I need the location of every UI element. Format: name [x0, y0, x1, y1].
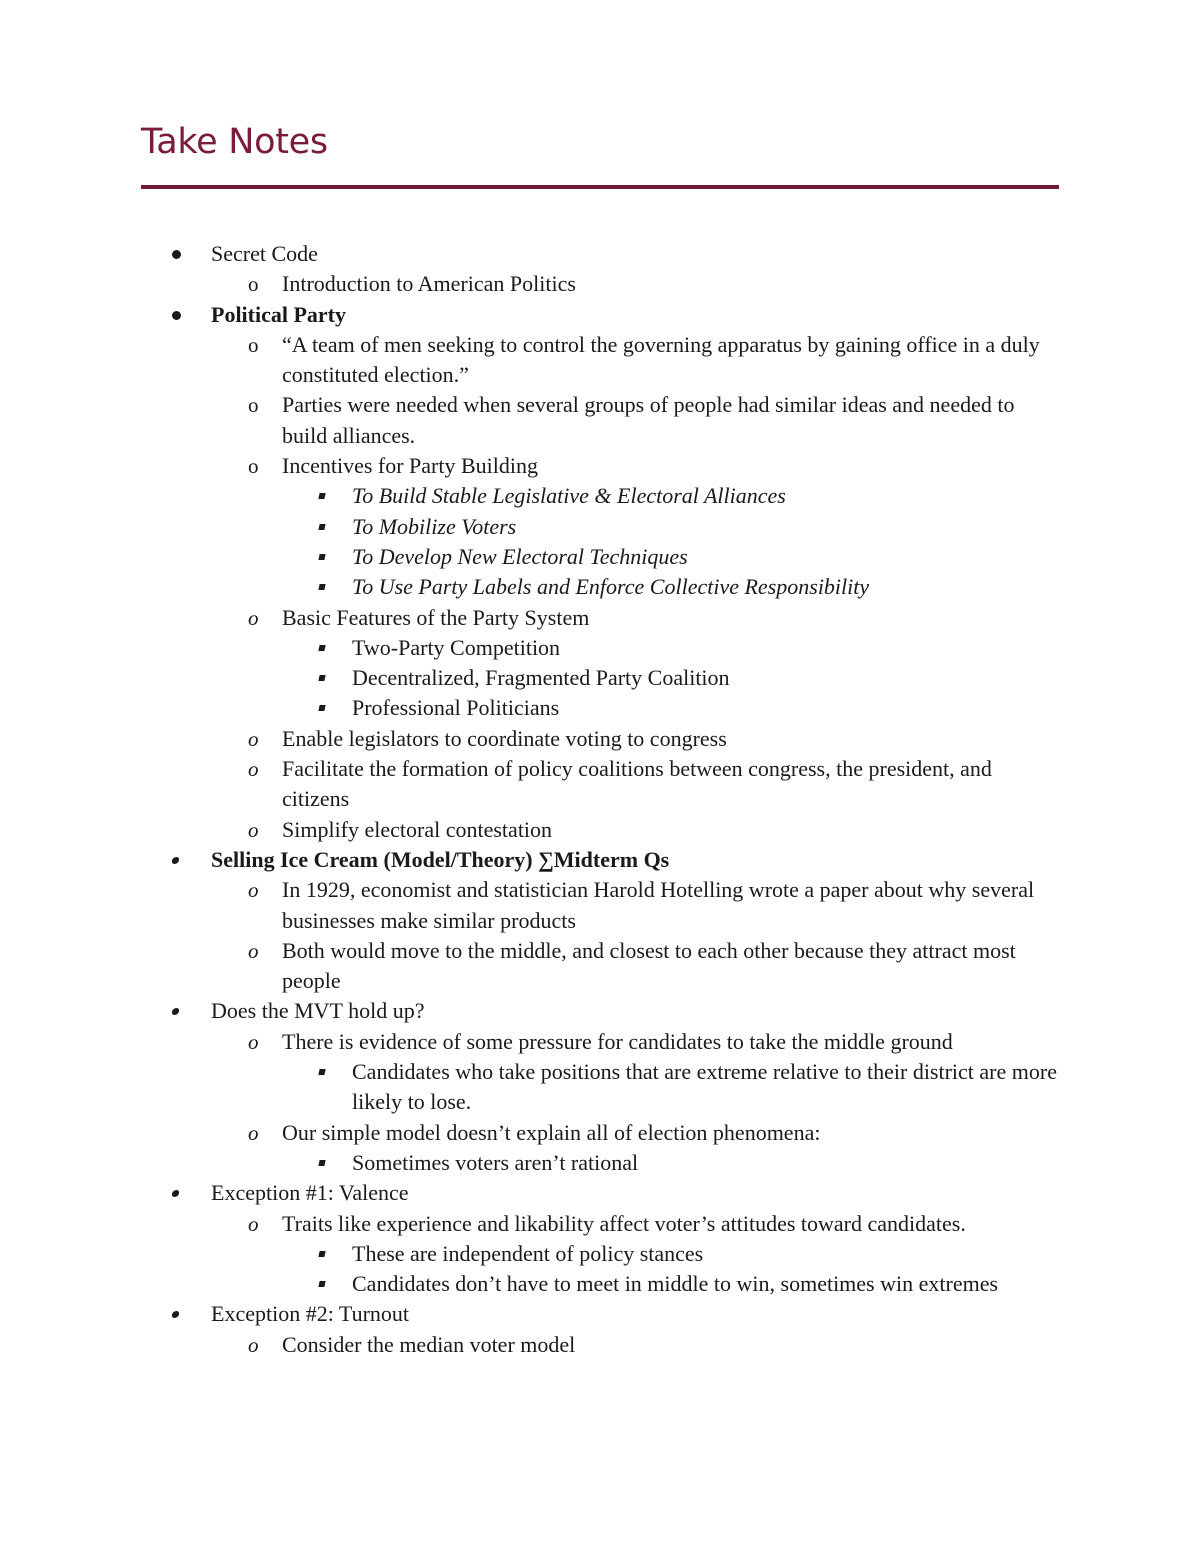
list-item: [0, 1027, 1062, 1057]
list-item: [0, 633, 1062, 663]
list-item: [0, 1269, 1062, 1299]
notes-list: [0, 239, 1200, 1360]
bullet-square-icon: [319, 481, 325, 511]
list-item-text: Introduction to American Politics: [282, 271, 576, 297]
list-item-text: Exception #2: Turnout: [211, 1301, 410, 1327]
list-item: [0, 1330, 1062, 1360]
list-item-text: Selling Ice Cream (Model/Theory) ∑Midterm Qs: [211, 846, 670, 872]
bullet-square-icon: [319, 1239, 325, 1269]
list-item-text: Our simple model doesn’t explain all of election phenomena:: [282, 1119, 821, 1145]
list-item-text: Two-Party Competition: [352, 634, 561, 660]
bullet-square-icon: [319, 572, 325, 602]
bullet-disc-icon: [172, 996, 179, 1026]
bullet-circle-icon: o: [248, 332, 259, 357]
bullet-disc-icon: [172, 300, 181, 330]
list-item-text: To Use Party Labels and Enforce Collective Responsibility: [352, 574, 870, 600]
list-item: [0, 815, 1062, 845]
list-item: [0, 693, 1062, 723]
title-underline: [141, 185, 1059, 189]
list-item: [0, 390, 1062, 451]
bullet-circle-icon: o: [248, 454, 259, 479]
list-item: [0, 239, 1061, 269]
list-item: [0, 1148, 1062, 1178]
bullet-square-icon: [319, 1269, 325, 1299]
bullet-circle-icon: o: [248, 757, 259, 782]
list-item-text: Candidates don’t have to meet in middle to win, sometimes win extremes: [352, 1271, 999, 1297]
list-item-text: “A team of men seeking to control the governing apparatus by gaining office in a duly constituted election.”: [282, 331, 1040, 388]
bullet-square-icon: [319, 1148, 325, 1178]
bullet-circle-icon: o: [248, 393, 259, 418]
list-item: [0, 542, 1062, 572]
list-item-text: Consider the median voter model: [282, 1331, 576, 1357]
list-item: [0, 1178, 1061, 1208]
list-item-text: To Build Stable Legislative & Electoral Alliances: [352, 483, 786, 509]
list-item-text: Enable legislators to coordinate voting to congress: [282, 725, 727, 751]
bullet-circle-icon: o: [248, 605, 259, 630]
bullet-circle-icon: o: [248, 1211, 259, 1236]
list-item: [0, 451, 1062, 481]
bullet-circle-icon: o: [248, 272, 259, 297]
list-item: [0, 603, 1062, 633]
list-item-text: To Mobilize Voters: [352, 513, 517, 539]
list-item: [0, 724, 1062, 754]
list-item: [0, 330, 1062, 391]
list-item: [0, 300, 1061, 330]
list-item-text: There is evidence of some pressure for candidates to take the middle ground: [282, 1028, 953, 1054]
list-item-text: Does the MVT hold up?: [211, 998, 425, 1024]
list-item-text: Candidates who take positions that are extreme relative to their district are more likely to lose.: [352, 1059, 1057, 1115]
bullet-square-icon: [319, 693, 325, 723]
list-item: [0, 875, 1062, 936]
list-item-text: In 1929, economist and statistician Harold Hotelling wrote a paper about why several businesses make similar products: [282, 877, 1035, 933]
list-item-text: Parties were needed when several groups of people had similar ideas and needed to build alliances.: [282, 392, 1015, 448]
bullet-circle-icon: o: [248, 938, 259, 963]
list-item-text: Incentives for Party Building: [282, 453, 539, 479]
list-item: [0, 1209, 1062, 1239]
list-item-text: Political Party: [211, 301, 347, 327]
list-item: [0, 936, 1062, 997]
bullet-circle-icon: o: [248, 1120, 259, 1145]
list-item-text: Traits like experience and likability affect voter’s attitudes toward candidates.: [282, 1210, 966, 1236]
list-item-text: To Develop New Electoral Techniques: [352, 543, 688, 569]
list-item-text: Decentralized, Fragmented Party Coalition: [352, 665, 730, 691]
list-item-text: Secret Code: [211, 241, 318, 266]
list-item-text: Sometimes voters aren’t rational: [352, 1149, 639, 1175]
list-item-text: These are independent of policy stances: [352, 1240, 704, 1266]
list-item: [0, 754, 1062, 815]
list-item: [0, 269, 1062, 299]
bullet-disc-icon: [172, 1299, 179, 1329]
list-item: [0, 1239, 1062, 1269]
list-item: [0, 572, 1062, 602]
list-item: [0, 845, 1061, 875]
list-item-text: Professional Politicians: [352, 695, 560, 721]
bullet-square-icon: [319, 1057, 325, 1087]
list-item: [0, 663, 1062, 693]
list-item: [0, 996, 1061, 1026]
list-item-text: Both would move to the middle, and closest to each other because they attract most people: [282, 937, 1016, 994]
list-item: [0, 1118, 1062, 1148]
list-item-text: Basic Features of the Party System: [282, 604, 590, 630]
list-item-text: Simplify electoral contestation: [282, 816, 553, 842]
bullet-disc-icon: [172, 239, 181, 269]
bullet-circle-icon: o: [248, 1029, 259, 1054]
bullet-circle-icon: o: [248, 1332, 259, 1357]
bullet-circle-icon: o: [248, 817, 259, 842]
bullet-circle-icon: o: [248, 878, 259, 903]
bullet-disc-icon: [172, 1178, 179, 1208]
bullet-disc-icon: [172, 845, 179, 875]
list-item-text: Exception #1: Valence: [211, 1180, 409, 1206]
bullet-square-icon: [319, 663, 325, 693]
list-item-text: Facilitate the formation of policy coalitions between congress, the president, and citizens: [282, 756, 992, 812]
bullet-square-icon: [319, 542, 325, 572]
list-item: [0, 1057, 1062, 1118]
bullet-circle-icon: o: [248, 726, 259, 751]
bullet-square-icon: [319, 512, 325, 542]
page-title: Take Notes: [141, 122, 328, 162]
list-item: [0, 481, 1062, 511]
list-item: [0, 1299, 1061, 1329]
list-item: [0, 512, 1062, 542]
bullet-square-icon: [319, 633, 325, 663]
